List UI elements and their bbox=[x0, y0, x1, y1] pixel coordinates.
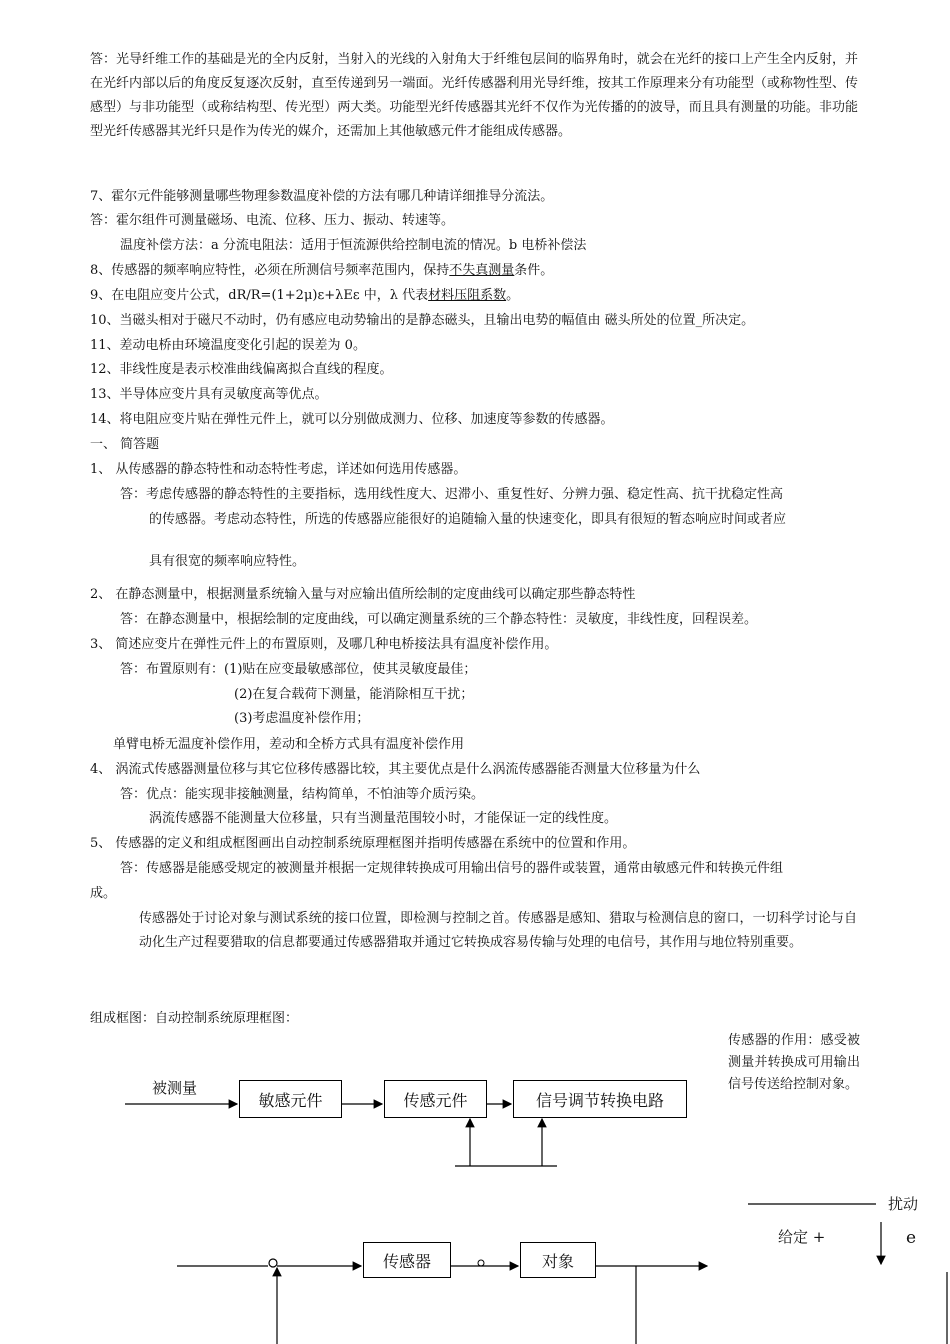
input-label: 被测量 bbox=[152, 1079, 198, 1097]
diagram-caption: 组成框图：自动控制系统原理框图： bbox=[90, 1011, 299, 1026]
sensor-role-note: 传感器的作用：感受被测量并转换成可用输出信号传送给控制对象。 bbox=[728, 1033, 860, 1092]
q11: 11、差动电桥由环境温度变化引起的误差为 0。 bbox=[90, 338, 366, 353]
s2-answer: 答：在静态测量中，根据绘制的定度曲线，可以确定测量系统的三个静态特性：灵敏度，非线性度，回程误差。 bbox=[120, 612, 758, 627]
intro-answer: 答：光导纤维工作的基础是光的全内反射，当射入的光线的入射角大于纤维包层间的临界角时，就会在光纤的接口上产生全内反射，并在光纤内部以后的角度反复逐次反射，直至传递到另一端面。光纤传感器利用光导纤维，按其工作原理来分有功能型（或称物性型、传感型）与非功能型（或称结构型、传光型）两大类。功能型光纤传感器其光纤不仅作为光传播的的波导，而且具有测量的功能。非功能型光纤传感器其光纤只是作为传光的媒介，还需加上其他敏感元件才能组成传感器。 bbox=[90, 52, 858, 139]
q14: 14、将电阻应变片贴在弹性元件上，就可以分别做成测力、位移、加速度等参数的传感器。 bbox=[90, 412, 614, 427]
summing-junction bbox=[269, 1259, 277, 1267]
q7-answer: 答：霍尔组件可测量磁场、电流、位移、压力、振动、转速等。 bbox=[90, 213, 455, 228]
q8-end: 条件。 bbox=[514, 263, 554, 278]
s5-question: 5、 传感器的定义和组成框图画出自动控制系统原理框图并指明传感器在系统中的位置和作用。 bbox=[90, 836, 636, 851]
sensitive-element-box: 敏感元件 bbox=[239, 1080, 342, 1118]
s3-answer-line2: (2)在复合载荷下测量，能消除相互干扰； bbox=[234, 687, 474, 702]
s5-answer-para2: 传感器处于讨论对象与测试系统的接口位置，即检测与控制之首。传感器是感知、猎取与检测信息的窗口，一切科学讨论与自动化生产过程要猎取的信息都要通过传感器猎取并通过它转换成容易传输与处理的电信号，其作用与地位特别重要。 bbox=[139, 911, 857, 950]
s1-answer-line1: 答：考虑传感器的静态特性的主要指标，选用线性度大、迟滞小、重复性好、分辨力强、稳定性高、抗干扰稳定性高 bbox=[120, 487, 784, 502]
q9-end: 。 bbox=[506, 288, 520, 303]
s1-question: 1、 从传感器的静态特性和动态特性考虑，详述如何选用传感器。 bbox=[90, 462, 467, 477]
setpoint-label: 给定 + bbox=[778, 1228, 826, 1246]
transducer-element-box: 传感元件 bbox=[384, 1080, 487, 1118]
s5-answer-line1-end: 成。 bbox=[90, 886, 117, 901]
s3-answer-line1: 答：布置原则有：(1)贴在应变最敏感部位，使其灵敏度最佳； bbox=[120, 662, 477, 677]
s2-question: 2、 在静态测量中，根据测量系统输入量与对应输出值所绘制的定度曲线可以确定那些静态特性 bbox=[90, 587, 636, 602]
s4-question: 4、 涡流式传感器测量位移与其它位移传感器比较，其主要优点是什么涡流传感器能否测量大位移量为什么 bbox=[90, 762, 701, 777]
small-node bbox=[478, 1260, 484, 1266]
signal-conditioning-box: 信号调节转换电路 bbox=[513, 1080, 687, 1118]
sensor-box: 传感器 bbox=[363, 1242, 451, 1278]
q9-blank: 材料压阻系数 bbox=[428, 288, 507, 303]
s5-answer-line1: 答：传感器是能感受规定的被测量并根据一定规律转换成可用输出信号的器件或装置，通常由敏感元件和转换元件组 bbox=[120, 861, 784, 876]
q7: 7、霍尔元件能够测量哪些物理参数温度补偿的方法有哪几种请详细推导分流法。 bbox=[90, 189, 554, 204]
s3-answer-line4: 单臂电桥无温度补偿作用，差动和全桥方式具有温度补偿作用 bbox=[113, 737, 465, 752]
object-box: 对象 bbox=[520, 1242, 596, 1278]
disturbance-label: 扰动 bbox=[888, 1195, 919, 1213]
q9-text: 9、在电阻应变片公式，dR/R=(1+2μ)ε+λEε 中，λ 代表 bbox=[90, 288, 429, 303]
s4-answer-line1: 答：优点：能实现非接触测量，结构简单，不怕油等介质污染。 bbox=[120, 787, 485, 802]
q7-compensation: 温度补偿方法：a 分流电阻法：适用于恒流源供给控制电流的情况。b 电桥补偿法 bbox=[120, 238, 587, 253]
s1-answer-line2: 的传感器。考虑动态特性，所选的传感器应能很好的追随输入量的快速变化，即具有很短的暂态响应时间或者应 bbox=[149, 512, 787, 527]
s3-question: 3、 简述应变片在弹性元件上的布置原则，及哪几种电桥接法具有温度补偿作用。 bbox=[90, 637, 558, 652]
q12: 12、非线性度是表示校准曲线偏离拟合直线的程度。 bbox=[90, 362, 393, 377]
error-label: e bbox=[906, 1228, 917, 1248]
s4-answer-line2: 涡流传感器不能测量大位移量，只有当测量范围较小时，才能保证一定的线性度。 bbox=[149, 811, 618, 826]
s3-answer-line3: (3)考虑温度补偿作用； bbox=[234, 711, 370, 726]
s1-answer-line3: 具有很宽的频率响应特性。 bbox=[149, 554, 306, 569]
section-heading: 一、 简答题 bbox=[90, 437, 160, 452]
q8-blank: 不失真测量 bbox=[449, 263, 515, 278]
q8-text: 8、传感器的频率响应特性，必须在所测信号频率范围内，保持 bbox=[90, 263, 450, 278]
q13: 13、半导体应变片具有灵敏度高等优点。 bbox=[90, 387, 328, 402]
q10: 10、当磁头相对于磁尺不动时，仍有感应电动势输出的是静态磁头，且输出电势的幅值由 磁头所处的位置_所决定。 bbox=[90, 313, 755, 328]
